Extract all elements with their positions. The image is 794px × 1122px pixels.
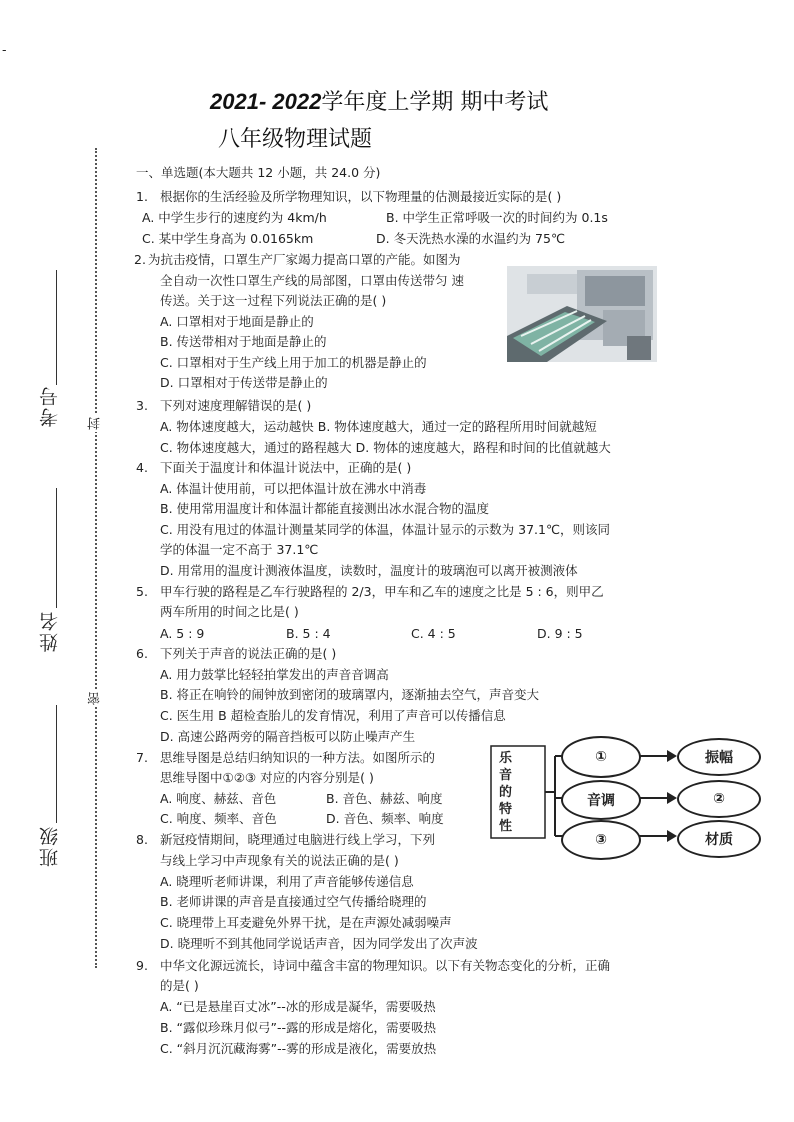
mindmap-right-node: ② bbox=[677, 780, 761, 818]
binding-dotted-line bbox=[95, 148, 100, 968]
mindmap-left-node: ③ bbox=[561, 820, 641, 860]
q1-option-d: D. 冬天洗热水澡的水温约为 75℃ bbox=[376, 231, 565, 246]
q7-option-c: C. 响度、频率、音色 bbox=[160, 811, 277, 826]
corner-mark: - bbox=[2, 42, 7, 57]
q1-option-b: B. 中学生正常呼吸一次的时间约为 0.1s bbox=[386, 210, 608, 225]
q4-option-d: D. 用常用的温度计测液体温度，读数时，温度计的玻璃泡可以离开被测液体 bbox=[160, 563, 578, 578]
q5-stem-line: 两车所用的时间之比是( ) bbox=[160, 604, 299, 619]
q8-stem-line: 与线上学习中声现象有关的说法正确的是( ) bbox=[160, 853, 399, 868]
q5-stem: 甲车行驶的路程是乙车行驶路程的 2/3，甲车和乙车的速度之比是 5 : 6，则甲乙 bbox=[160, 584, 604, 599]
mindmap-left-node: ① bbox=[561, 736, 641, 778]
q5-option-b: B. 5 : 4 bbox=[286, 626, 331, 641]
mask-production-line-photo bbox=[507, 266, 657, 362]
q1-option-c: C. 某中学生身高为 0.0165km bbox=[142, 231, 314, 246]
q7-option-d: D. 音色、频率、响度 bbox=[326, 811, 444, 826]
q9-option-a: A. “已是悬崖百丈冰”--冰的形成是凝华，需要吸热 bbox=[160, 999, 436, 1014]
q8-option-c: C. 晓理带上耳麦避免外界干扰，是在声源处减弱噪声 bbox=[160, 915, 452, 930]
exam-subtitle: 八年级物理试题 bbox=[218, 127, 373, 152]
q2-option-a: A. 口罩相对于地面是静止的 bbox=[160, 314, 314, 329]
q9-option-c: C. “斜月沉沉藏海雾”--雾的形成是液化，需要放热 bbox=[160, 1041, 437, 1056]
q7-stem-line: 思维导图中①②③ 对应的内容分别是( ) bbox=[160, 770, 374, 785]
q8-number: 8. bbox=[136, 832, 148, 847]
q9-number: 9. bbox=[136, 958, 148, 973]
mindmap-right-node: 振幅 bbox=[677, 738, 761, 776]
q1-number: 1. bbox=[136, 189, 148, 204]
q3-stem: 下列对速度理解错误的是( ) bbox=[160, 398, 312, 413]
q2-option-c: C. 口罩相对于生产线上用于加工的机器是静止的 bbox=[160, 355, 427, 370]
q3-option-cd: C. 物体速度越大，通过的路程越大 D. 物体的速度越大，路程和时间的比值就越大 bbox=[160, 440, 611, 455]
q5-number: 5. bbox=[136, 584, 148, 599]
q4-option-c: C. 用没有甩过的体温计测量某同学的体温，体温计显示的示数为 37.1℃，则该同 bbox=[160, 522, 611, 537]
exam-number-label: 考号 bbox=[39, 385, 61, 427]
q4-option-c-cont: 学的体温一定不高于 37.1℃ bbox=[160, 542, 319, 557]
q7-number: 7. bbox=[136, 750, 148, 765]
q2-stem-line: 传送。关于这一过程下列说法正确的是( ) bbox=[160, 293, 387, 308]
q2-number: 2. bbox=[134, 252, 146, 267]
q2-option-d: D. 口罩相对于传送带是静止的 bbox=[160, 375, 328, 390]
name-label: 姓名 bbox=[39, 610, 61, 652]
q7-stem: 思维导图是总结归纳知识的一种方法。如图所示的 bbox=[160, 750, 436, 765]
section-title: 一、单选题(本大题共 12 小题，共 24.0 分) bbox=[136, 165, 381, 180]
mindmap bbox=[487, 730, 777, 868]
q4-number: 4. bbox=[136, 460, 148, 475]
q6-option-c: C. 医生用 B 超检查胎儿的发育情况，利用了声音可以传播信息 bbox=[160, 708, 506, 723]
q9-stem-line: 的是( ) bbox=[160, 978, 199, 993]
mindmap-right-node: 材质 bbox=[677, 820, 761, 858]
q6-stem: 下列关于声音的说法正确的是( ) bbox=[160, 646, 337, 661]
q5-option-a: A. 5 : 9 bbox=[160, 626, 205, 641]
q1-option-a: A. 中学生步行的速度约为 4km/h bbox=[142, 210, 327, 225]
q6-option-d: D. 高速公路两旁的隔音挡板可以防止噪声产生 bbox=[160, 729, 416, 744]
q4-option-a: A. 体温计使用前，可以把体温计放在沸水中消毒 bbox=[160, 481, 427, 496]
q2-stem: 为抗击疫情，口罩生产厂家竭力提高口罩的产能。如图为 bbox=[148, 252, 461, 267]
q4-option-b: B. 使用常用温度计和体温计都能直接测出冰水混合物的温度 bbox=[160, 501, 490, 516]
q1-stem: 根据你的生活经验及所学物理知识，以下物理量的估测最接近实际的是( ) bbox=[160, 189, 562, 204]
name-line bbox=[56, 488, 57, 608]
seal-feng: 封 bbox=[88, 417, 103, 430]
mindmap-left-node: 音调 bbox=[561, 780, 641, 820]
exam-number-line bbox=[56, 270, 57, 385]
title-rest: 学年度上学期 期中考试 bbox=[321, 90, 549, 115]
q3-number: 3. bbox=[136, 398, 148, 413]
q3-option-ab: A. 物体速度越大，运动越快 B. 物体速度越大，通过一定的路程所用时间就越短 bbox=[160, 419, 597, 434]
q6-option-b: B. 将正在响铃的闹钟放到密闭的玻璃罩内，逐渐抽去空气，声音变大 bbox=[160, 687, 540, 702]
exam-title bbox=[210, 88, 548, 117]
q9-option-b: B. “露似珍珠月似弓”--露的形成是熔化，需要吸热 bbox=[160, 1020, 436, 1035]
q2-option-b: B. 传送带相对于地面是静止的 bbox=[160, 334, 327, 349]
q4-stem: 下面关于温度计和体温计说法中，正确的是( ) bbox=[160, 460, 412, 475]
seal-mi: 密 bbox=[88, 692, 103, 705]
mindmap-root: 乐音的特性 bbox=[499, 751, 513, 834]
q5-option-c: C. 4 : 5 bbox=[411, 626, 456, 641]
class-line bbox=[56, 705, 57, 823]
q9-stem: 中华文化源远流长，诗词中蕴含丰富的物理知识。以下有关物态变化的分析，正确 bbox=[160, 958, 611, 973]
title-year: 2021- 2022 bbox=[210, 89, 322, 114]
q6-number: 6. bbox=[136, 646, 148, 661]
class-label: 班级 bbox=[39, 825, 61, 867]
q8-stem: 新冠疫情期间，晓理通过电脑进行线上学习，下列 bbox=[160, 832, 436, 847]
q8-option-b: B. 老师讲课的声音是直接通过空气传播给晓理的 bbox=[160, 894, 427, 909]
q7-option-b: B. 音色、赫兹、响度 bbox=[326, 791, 443, 806]
q8-option-a: A. 晓理听老师讲课，利用了声音能够传递信息 bbox=[160, 874, 414, 889]
q6-option-a: A. 用力鼓掌比轻轻拍掌发出的声音音调高 bbox=[160, 667, 389, 682]
q5-option-d: D. 9 : 5 bbox=[537, 626, 583, 641]
q2-stem-line: 全自动一次性口罩生产线的局部图，口罩由传送带匀 速 bbox=[160, 273, 464, 288]
q8-option-d: D. 晓理听不到其他同学说话声音，因为同学发出了次声波 bbox=[160, 936, 478, 951]
q7-option-a: A. 响度、赫兹、音色 bbox=[160, 791, 277, 806]
